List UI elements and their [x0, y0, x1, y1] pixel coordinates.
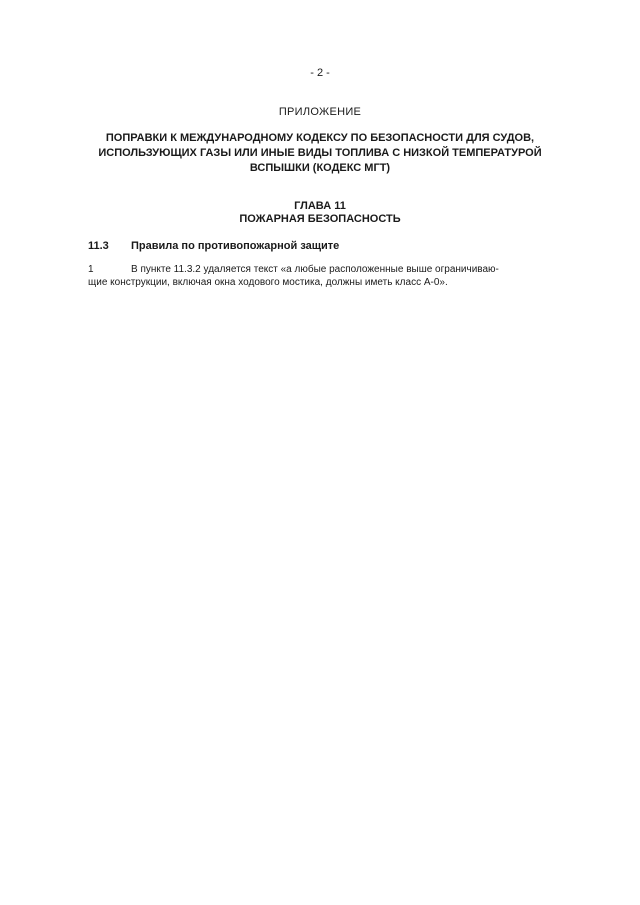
section-number: 11.3 [88, 240, 109, 252]
paragraph-number: 1 [88, 264, 94, 275]
annex-heading: ПРИЛОЖЕНИЕ [278, 106, 362, 118]
section-title: Правила по противопожарной защите [131, 240, 340, 252]
paragraph-text-line: В пункте 11.3.2 удаляется текст «а любые расположенные выше ограничиваю- [131, 264, 499, 275]
title-line: ВСПЫШКИ (КОДЕКС МГТ) [249, 162, 391, 174]
chapter-label: ГЛАВА 11 [294, 200, 346, 212]
paragraph-text-line: щие конструкции, включая окна ходового мостика, должны иметь класс А-0». [88, 277, 448, 288]
title-line: ПОПРАВКИ К МЕЖДУНАРОДНОМУ КОДЕКСУ ПО БЕЗОПАСНОСТИ ДЛЯ СУДОВ, [105, 132, 535, 144]
title-line: ИСПОЛЬЗУЮЩИХ ГАЗЫ ИЛИ ИНЫЕ ВИДЫ ТОПЛИВА С НИЗКОЙ ТЕМПЕРАТУРОЙ [98, 147, 542, 159]
chapter-heading [0, 200, 640, 226]
page-number: - 2 - [310, 67, 330, 79]
document-title [0, 131, 640, 176]
chapter-title: ПОЖАРНАЯ БЕЗОПАСНОСТЬ [239, 213, 401, 225]
